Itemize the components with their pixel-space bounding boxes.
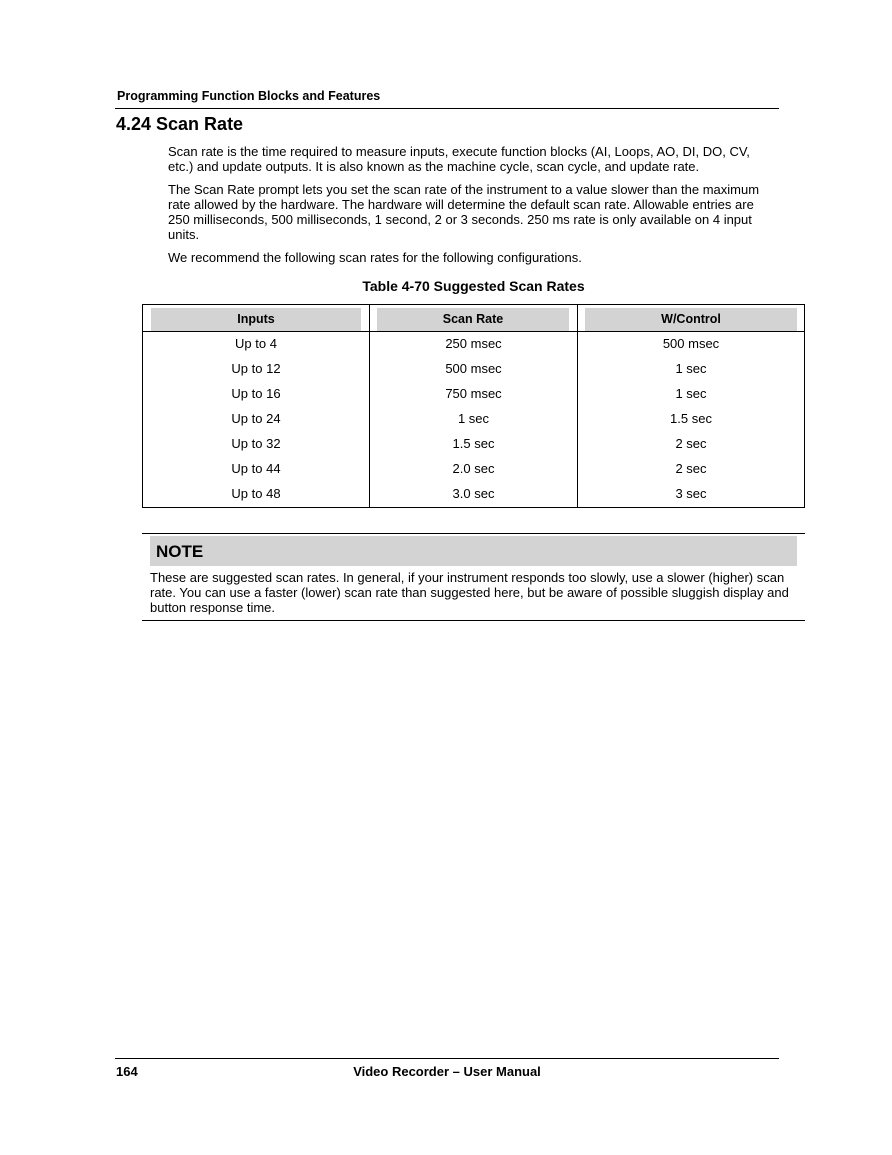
- cell-w-control: 1 sec: [675, 361, 707, 376]
- cell-w-control: 3 sec: [675, 486, 707, 501]
- column-header-inputs: Inputs: [151, 308, 361, 331]
- cell-scan-rate: 3.0 sec: [452, 486, 495, 501]
- running-header: Programming Function Blocks and Features: [117, 89, 381, 103]
- column-header-scan-rate: Scan Rate: [377, 308, 569, 331]
- cell-scan-rate: 250 msec: [445, 336, 502, 351]
- paragraph-scan-rate-definition: Scan rate is the time required to measure inputs, execute function blocks (AI, Loops, AO, DI, DO, CV, etc.) and update outputs. It is also known as the machine cycle, scan cycle, and update rate.: [168, 144, 750, 174]
- cell-w-control: 2 sec: [675, 461, 707, 476]
- cell-inputs: Up to 24: [231, 411, 281, 426]
- cell-inputs: Up to 44: [231, 461, 281, 476]
- paragraph-scan-rate-prompt: The Scan Rate prompt lets you set the scan rate of the instrument to a value slower than the maximum rate allowed by the hardware. The hardware will determine the default scan rate. Allowable entries are 250 milliseconds, 500 milliseconds, 1 second, 2 or 3 seconds. 250 ms rate is only available on 4 input units.: [168, 182, 760, 242]
- cell-w-control: 1 sec: [675, 386, 707, 401]
- cell-inputs: Up to 12: [231, 361, 281, 376]
- cell-inputs: Up to 48: [231, 486, 281, 501]
- cell-w-control: 2 sec: [675, 436, 707, 451]
- cell-scan-rate: 1 sec: [457, 411, 490, 426]
- cell-w-control: 500 msec: [662, 336, 720, 351]
- cell-scan-rate: 750 msec: [445, 386, 502, 401]
- note-box: [142, 533, 805, 621]
- cell-w-control: 1.5 sec: [670, 411, 712, 426]
- note-banner: [150, 536, 797, 566]
- footer-title: Video Recorder – User Manual: [353, 1064, 541, 1079]
- cell-scan-rate: 2.0 sec: [452, 461, 495, 476]
- column-header-w-control: W/Control: [585, 308, 797, 331]
- section-heading: 4.24 Scan Rate: [116, 114, 244, 134]
- note-label: NOTE: [156, 542, 204, 561]
- header-row-rule: [143, 331, 804, 332]
- header-rule: [115, 108, 779, 109]
- paragraph-recommendation: We recommend the following scan rates for the following configurations.: [168, 250, 582, 265]
- cell-scan-rate: 500 msec: [445, 361, 502, 376]
- page-number: 164: [116, 1064, 138, 1079]
- footer-rule: [115, 1058, 779, 1059]
- cell-inputs: Up to 32: [231, 436, 281, 451]
- cell-scan-rate: 1.5 sec: [452, 436, 495, 451]
- scan-rate-table: [142, 304, 805, 508]
- cell-inputs: Up to 16: [231, 386, 281, 401]
- cell-inputs: Up to 4: [235, 336, 277, 351]
- table-caption: Table 4-70 Suggested Scan Rates: [362, 278, 585, 294]
- note-text: These are suggested scan rates. In general, if your instrument responds too slowly, use a slower (higher) scan rate. You can use a faster (lower) scan rate than suggested here, but be aware of possible sluggish display and button response time.: [150, 570, 789, 615]
